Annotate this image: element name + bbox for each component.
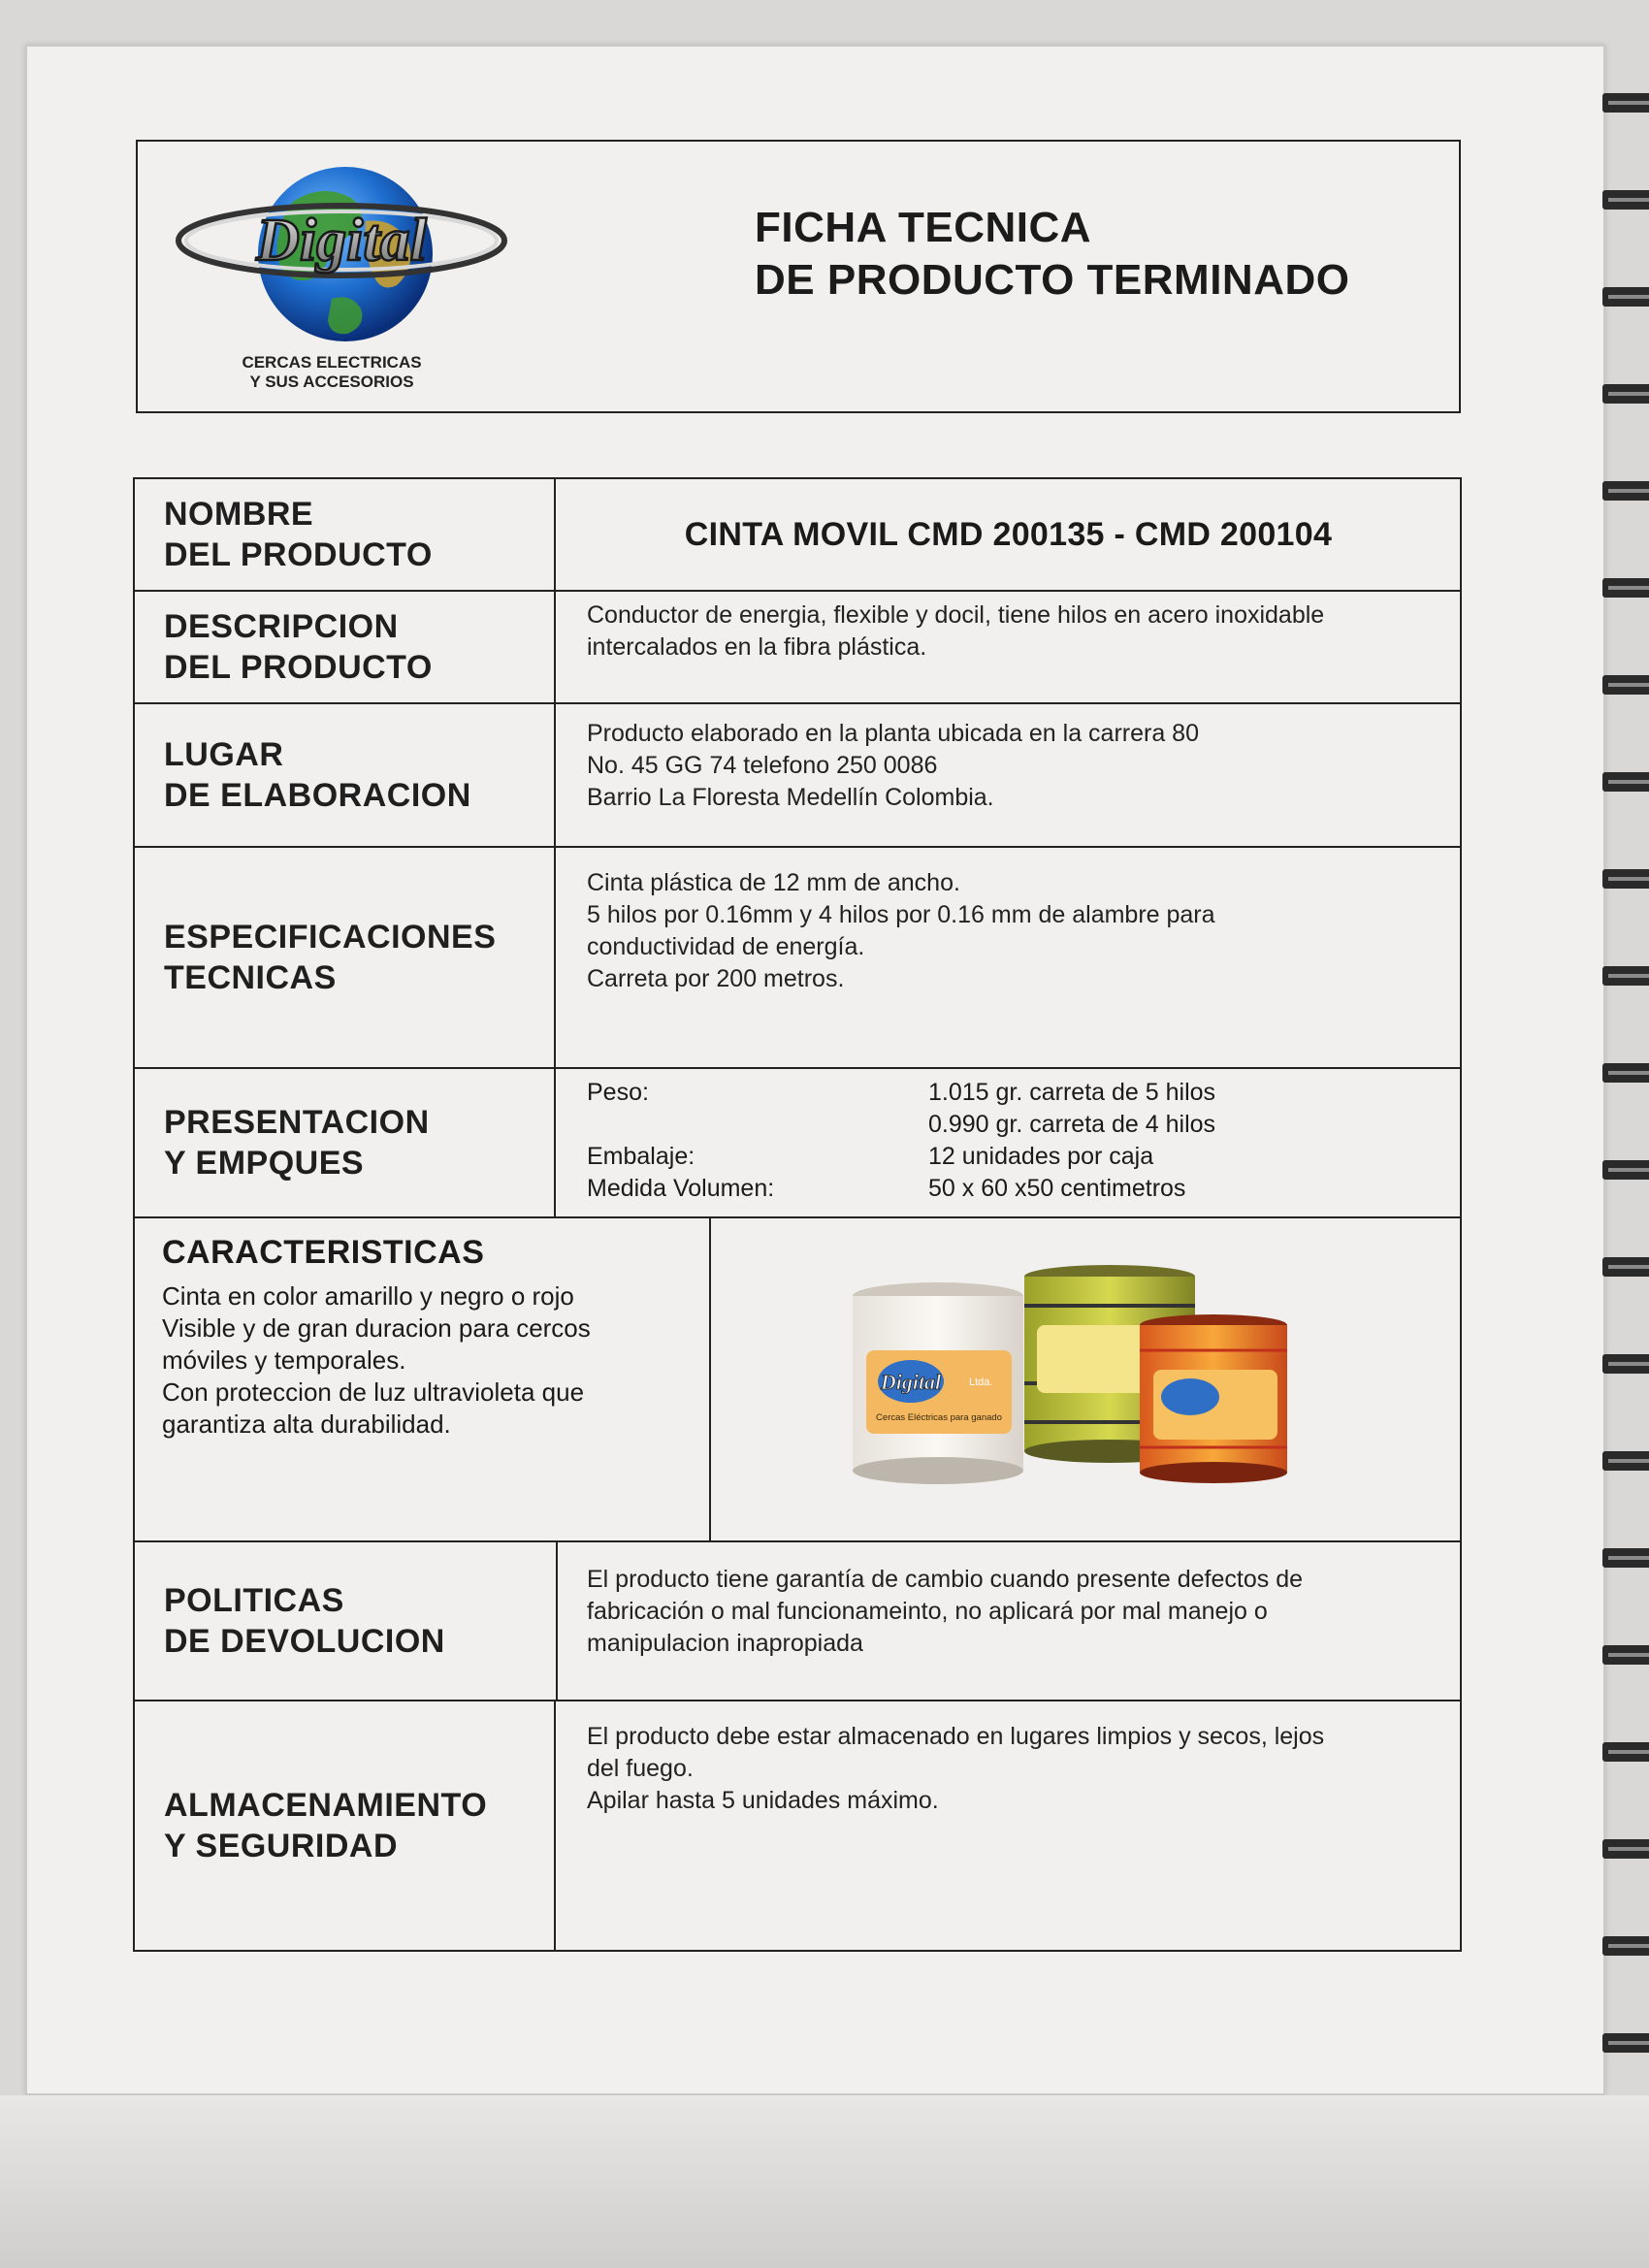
label-presentacion: PRESENTACION Y EMPQUES	[135, 1069, 556, 1216]
spool-red	[1140, 1314, 1287, 1483]
logo-subtitle-line1: CERCAS ELECTRICAS	[242, 353, 422, 372]
spool-white	[853, 1282, 1023, 1484]
row-politicas	[133, 1540, 1462, 1701]
row-presentacion	[133, 1067, 1462, 1218]
logo-brand-text: Digital	[256, 208, 427, 274]
row-nombre	[133, 477, 1462, 592]
value-descripcion: Conductor de energia, flexible y docil, tiene hilos en acero inoxidable intercalados en la fibra plástica.	[587, 601, 1325, 661]
value-lugar: Producto elaborado en la planta ubicada en la carrera 80 No. 45 GG 74 telefono 250 0086 Barrio La Floresta Medellín Colombia.	[587, 720, 1199, 811]
title-line2: DE PRODUCTO TERMINADO	[755, 256, 1350, 304]
value-almacenamiento: El producto debe estar almacenado en lugares limpios y secos, lejos del fuego. Apilar hasta 5 unidades máximo.	[587, 1723, 1325, 1814]
label-descripcion: DESCRIPCION DEL PRODUCTO	[135, 592, 556, 702]
row-lugar	[133, 702, 1462, 848]
logo-subtitle-line2: Y SUS ACCESORIOS	[249, 373, 414, 391]
label-almacenamiento: ALMACENAMIENTO Y SEGURIDAD	[135, 1701, 556, 1950]
scan-bottom-margin	[0, 2095, 1649, 2268]
spool-caption-text: Cercas Eléctricas para ganado	[876, 1412, 1002, 1423]
header-box	[136, 140, 1461, 413]
product-spools-photo	[833, 1257, 1338, 1490]
value-caracteristicas: Cinta en color amarillo y negro o rojo Visible y de gran duracion para cercos móviles y temporales. Con proteccion de luz ultravioleta que garantiza alta durabilidad.	[162, 1281, 591, 1439]
value-especificaciones: Cinta plástica de 12 mm de ancho. 5 hilos por 0.16mm y 4 hilos por 0.16 mm de alambre para conductividad de energía. Carreta por 200 metros.	[587, 869, 1215, 992]
spool-brand-suffix: Ltda.	[969, 1377, 993, 1388]
row-almacenamiento	[133, 1700, 1462, 1952]
label-politicas: POLITICAS DE DEVOLUCION	[135, 1542, 558, 1700]
label-nombre: NOMBRE DEL PRODUCTO	[135, 479, 556, 590]
row-caracteristicas	[133, 1216, 1462, 1542]
product-name: CINTA MOVIL CMD 200135 - CMD 200104	[684, 515, 1333, 553]
presentacion-labels: Peso: Embalaje: Medida Volumen:	[587, 1079, 775, 1202]
product-spec-table	[133, 477, 1462, 1952]
value-politicas: El producto tiene garantía de cambio cuando presente defectos de fabricación o mal funcionameinto, no aplicará por mal manejo o manipulacion inapropiada	[587, 1566, 1304, 1657]
label-especificaciones: ESPECIFICACIONES TECNICAS	[135, 848, 556, 1067]
title-line1: FICHA TECNICA	[755, 204, 1092, 251]
logo-subtitle	[235, 353, 429, 392]
spool-brand-text: Digital	[880, 1370, 942, 1394]
document-title	[755, 202, 1349, 307]
row-descripcion	[133, 590, 1462, 704]
label-lugar: LUGAR DE ELABORACION	[135, 704, 556, 846]
presentacion-values: 1.015 gr. carreta de 5 hilos 0.990 gr. carreta de 4 hilos 12 unidades por caja 50 x 60 x50 centimetros	[928, 1079, 1216, 1202]
caracteristicas-text-cell	[135, 1218, 711, 1540]
label-caracteristicas: CARACTERISTICAS	[162, 1234, 485, 1271]
row-especificaciones	[133, 846, 1462, 1069]
